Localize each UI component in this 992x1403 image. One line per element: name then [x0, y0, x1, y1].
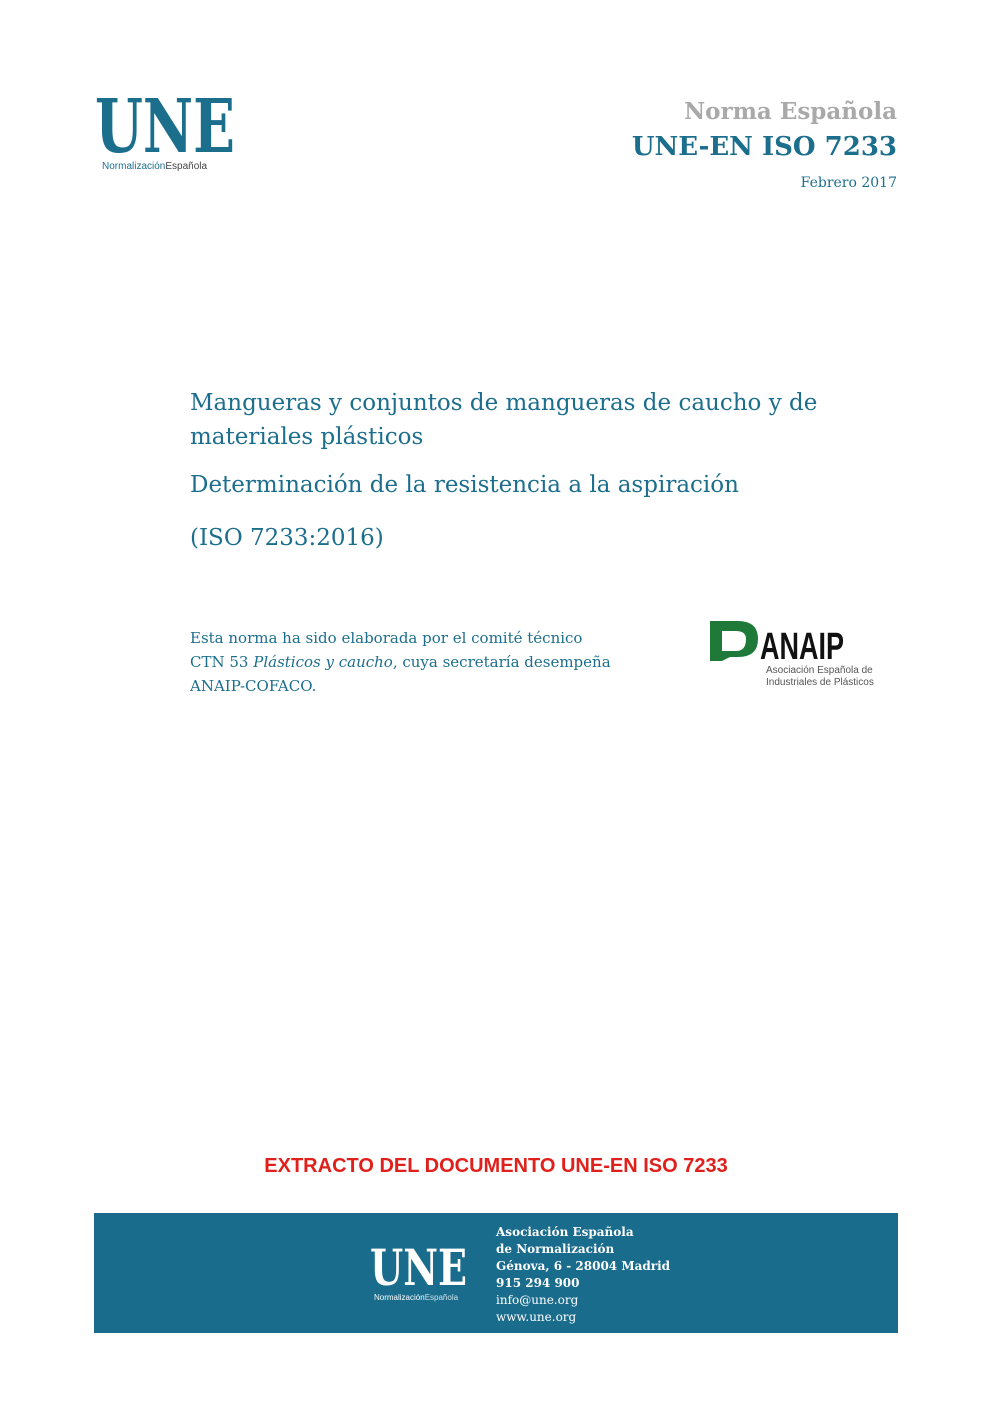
- une-tagline-b: Española: [165, 161, 208, 172]
- standard-code: UNE-EN ISO 7233: [631, 132, 897, 162]
- org-name-line-2: de Normalización: [496, 1242, 615, 1256]
- anaip-emblem: [710, 621, 758, 661]
- org-website-link[interactable]: www.une.org: [496, 1310, 577, 1324]
- org-address: Génova, 6 - 28004 Madrid: [496, 1259, 671, 1273]
- footer-tagline-b: Española: [424, 1293, 459, 1302]
- org-email-link[interactable]: info@une.org: [496, 1293, 579, 1307]
- une-logo-letters: UNE: [95, 92, 235, 158]
- anaip-logo-letters: ANAIP: [760, 626, 844, 665]
- footer-une-tagline: [374, 1293, 458, 1302]
- footer-contact: [496, 1224, 670, 1326]
- committee-note: [190, 626, 670, 698]
- main-title: Mangueras y conjuntos de mangueras de caucho y de materiales plásticos: [190, 390, 818, 450]
- une-logo-tagline: [102, 161, 207, 172]
- footer-une-letters: UNE: [370, 1245, 467, 1291]
- footer-une-logo: [370, 1245, 480, 1315]
- ctn-code: CTN 53: [190, 653, 254, 671]
- footer-une-logo-mark: [370, 1245, 470, 1291]
- footer-tagline-a: Normalización: [374, 1293, 425, 1302]
- committee-line-2: [190, 650, 670, 674]
- iso-reference: (ISO 7233:2016): [190, 525, 384, 551]
- org-phone: 915 294 900: [496, 1276, 580, 1290]
- sub-title: Determinación de la resistencia a la aspiración: [190, 472, 739, 498]
- document-titles: [190, 386, 890, 555]
- committee-line-3: ANAIP-COFACO.: [190, 677, 317, 695]
- footer-band: [94, 1213, 898, 1333]
- norma-label: Norma Española: [684, 98, 897, 125]
- une-logo-mark: [95, 92, 240, 158]
- une-logo: [95, 92, 255, 182]
- extract-notice: EXTRACTO DEL DOCUMENTO UNE-EN ISO 7233: [264, 1155, 728, 1177]
- publication-date: Febrero 2017: [800, 175, 897, 191]
- header-standard-info: [632, 96, 897, 200]
- committee-line-1: Esta norma ha sido elaborada por el comité técnico: [190, 629, 583, 647]
- anaip-logo: [708, 617, 898, 697]
- anaip-logo-mark: [708, 617, 898, 665]
- anaip-caption-line-1: Asociación Española de: [766, 665, 873, 676]
- committee-line-2-rest: , cuya secretaría desempeña: [392, 653, 611, 671]
- anaip-caption: [766, 665, 874, 689]
- org-name-line-1: Asociación Española: [496, 1225, 634, 1239]
- une-tagline-a: Normalización: [102, 161, 166, 172]
- ctn-name: Plásticos y caucho: [253, 653, 393, 671]
- anaip-caption-line-2: Industriales de Plásticos: [766, 677, 874, 688]
